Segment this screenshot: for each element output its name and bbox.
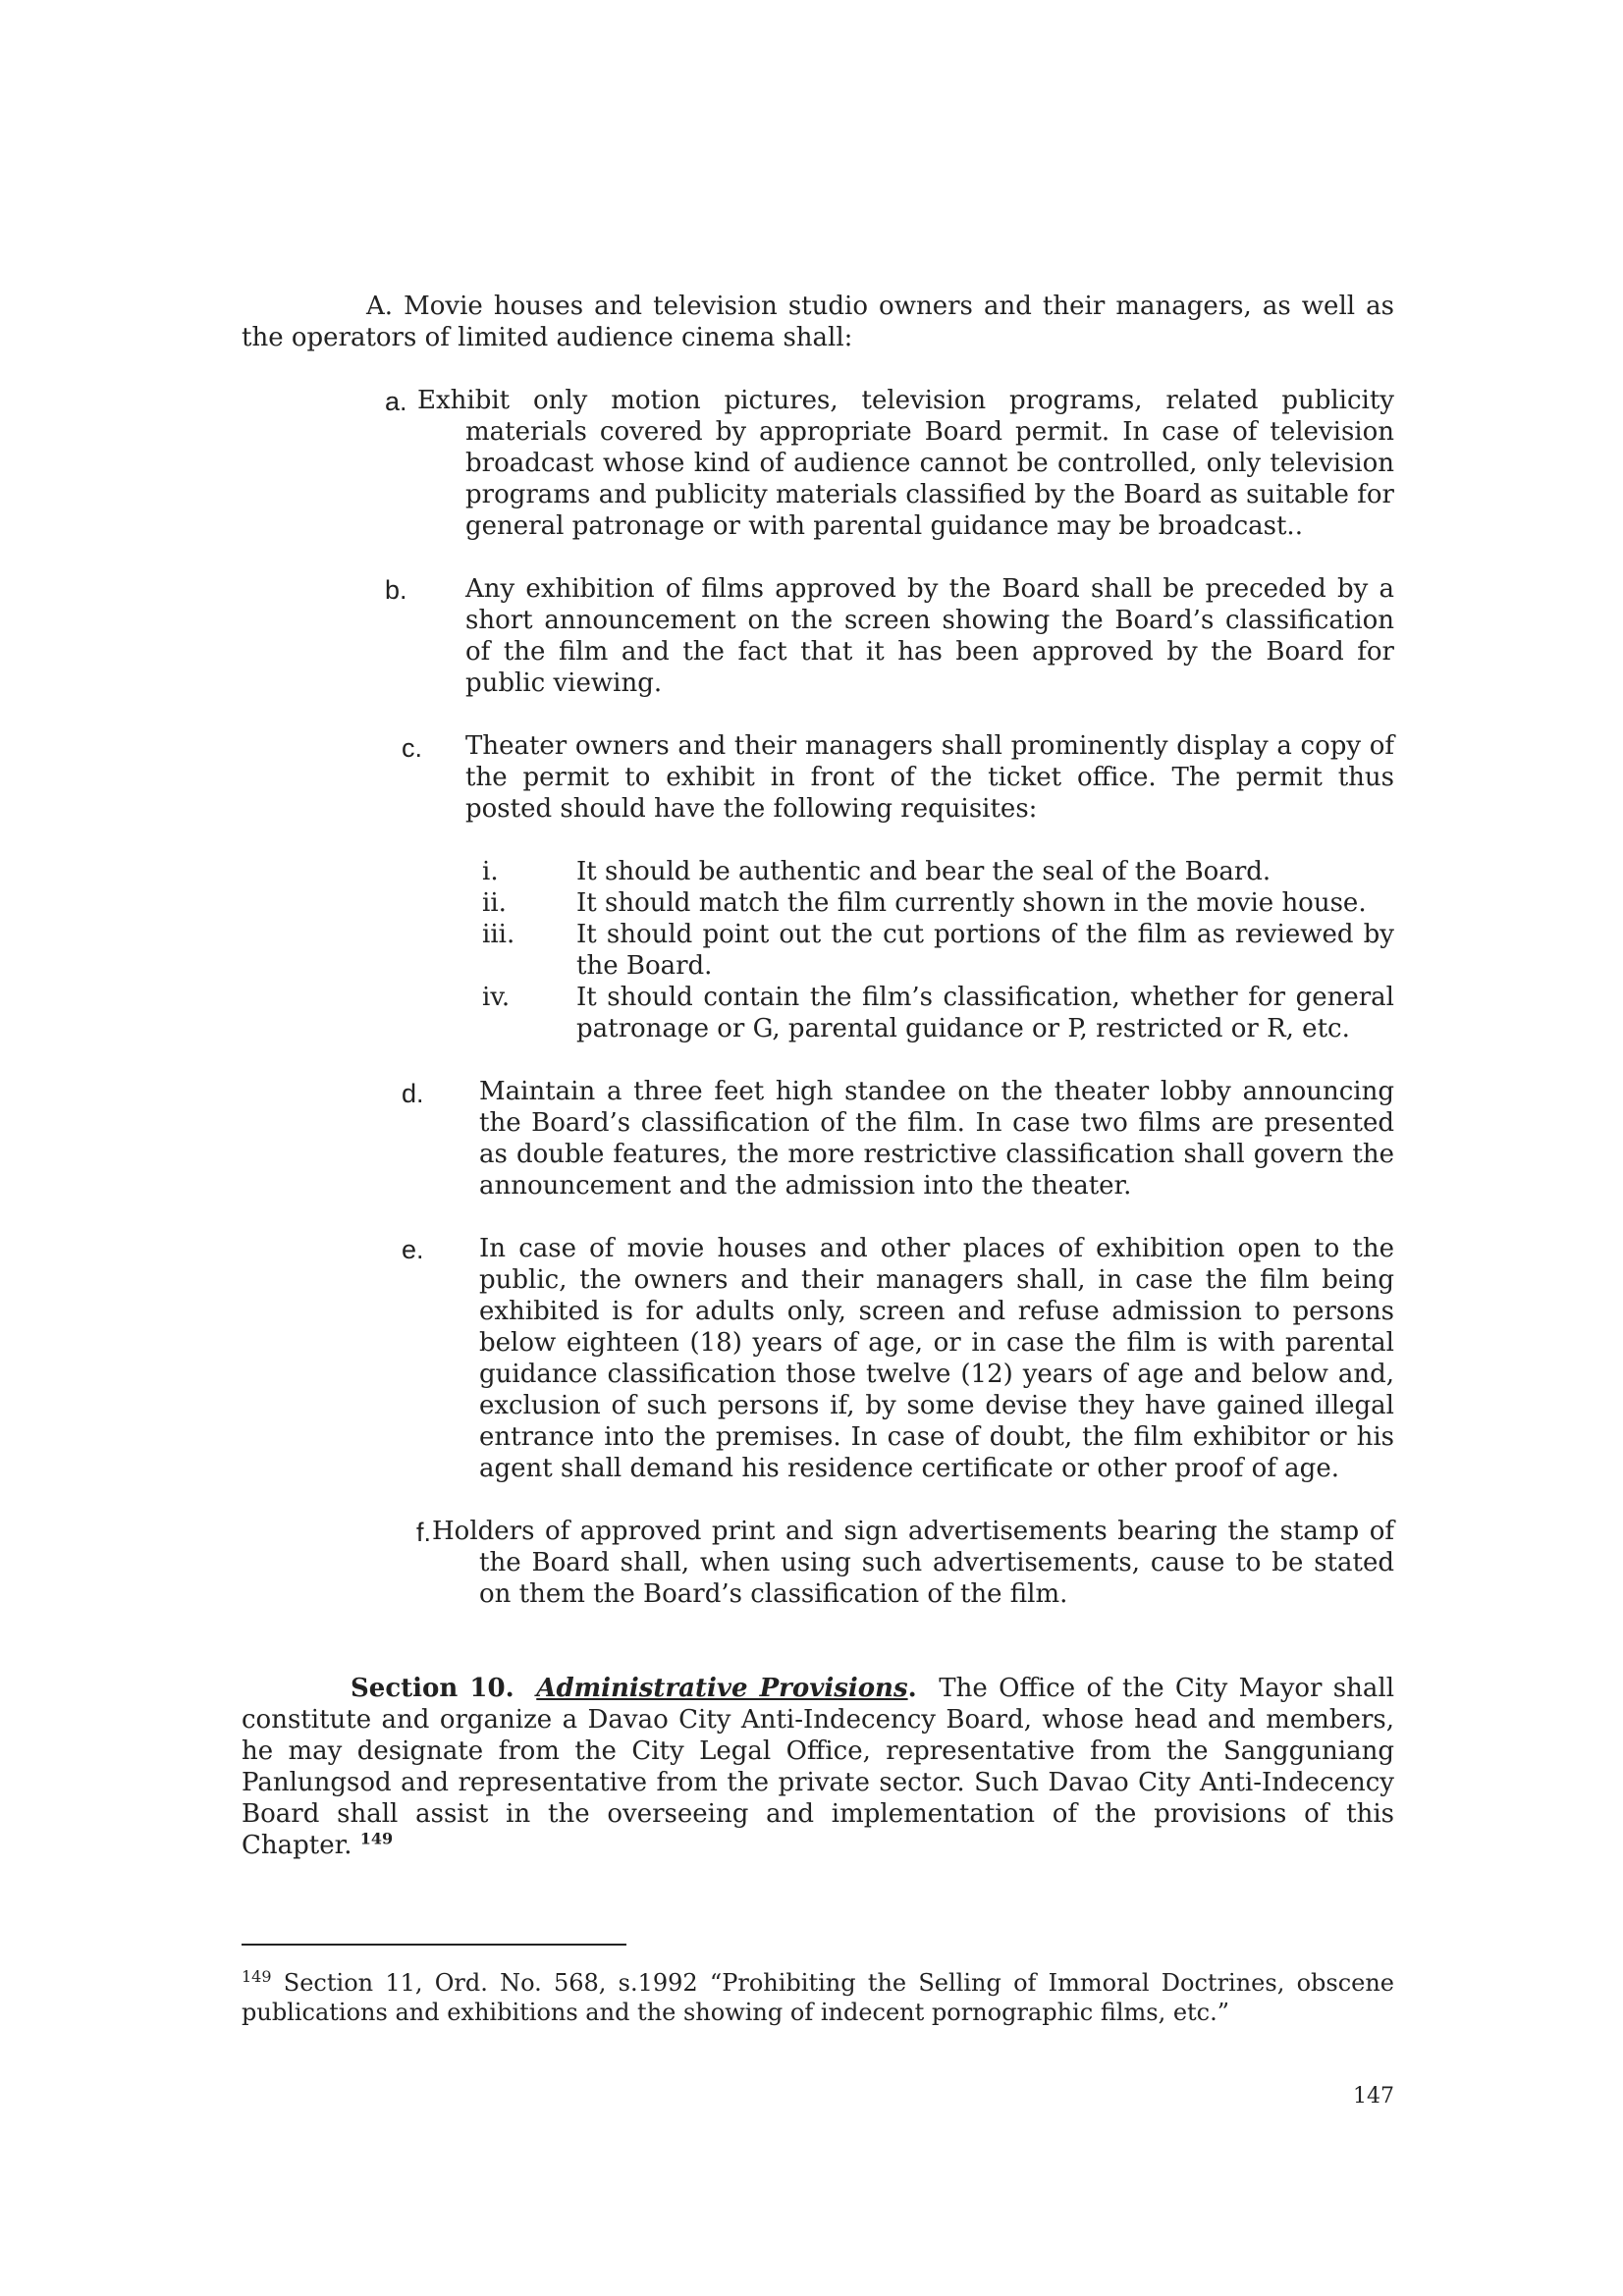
- subitem-iv-text: It should contain the film’s classification, whether for general patronage or G, parental guidance or P, restricted or R, etc.: [576, 983, 1394, 1043]
- subitem-i-text: It should be authentic and bear the seal of the Board.: [576, 857, 1271, 886]
- subitem-iii-text: It should point out the cut portions of the film as reviewed by the Board.: [576, 920, 1394, 981]
- subitem-ii-text: It should match the film currently shown in the movie house.: [576, 888, 1367, 918]
- section-10-label: Section 10.: [351, 1674, 514, 1703]
- item-c-marker: c.: [402, 733, 423, 763]
- item-f-first-line: Holders of approved print and sign advertisements bearing the stamp of: [432, 1517, 1394, 1546]
- section-10-body: [242, 1704, 1394, 1861]
- page-number: 147: [1353, 2084, 1394, 2109]
- item-f-text: the Board shall, when using such advertisements, cause to be stated on them the Board’s classification of the film.: [479, 1548, 1394, 1609]
- item-a-first-line: Exhibit only motion pictures, television programs, related publicity: [417, 386, 1394, 415]
- section-a-line2: the operators of limited audience cinema shall:: [242, 323, 853, 352]
- item-f-marker: f.: [416, 1518, 432, 1547]
- footnote-line1-text: Section 11, Ord. No. 568, s.1992 “Prohibiting the Selling of Immoral Doctrines, obscene: [271, 1969, 1394, 1997]
- section-a-line1: A. Movie houses and television studio owners and their managers, as well as: [366, 292, 1394, 321]
- footnote-ref-149: 149: [359, 1829, 394, 1848]
- item-a-text: materials covered by appropriate Board permit. In case of television broadcast whose kind of audience cannot be controlled, only television programs and publicity materials classified by the Board as suitable for general patronage or with parental guidance may be broadcast..: [465, 417, 1394, 541]
- item-b-text: Any exhibition of films approved by the Board shall be preceded by a short announcement on the screen showing the Board’s classification of the film and the fact that it has been approved by the Board for public viewing.: [465, 574, 1394, 698]
- item-e-marker: e.: [402, 1235, 424, 1264]
- section-10-first-line-text: The Office of the City Mayor shall: [939, 1674, 1395, 1703]
- item-e-text: In case of movie houses and other places of exhibition open to the public, the owners and their managers shall, in case the film being exhibited is for adults only, screen and refuse admission to persons below eighteen (18) years of age, or in case the film is with parental guidance classification those twelve (12) years of age and below and, exclusion of such persons if, by some devise they have gained illegal entrance into the premises. In case of doubt, the film exhibitor or his agent shall demand his residence certificate or other proof of age.: [479, 1234, 1394, 1483]
- subitem-i-marker: i.: [482, 857, 499, 886]
- footnote-separator: [242, 1944, 626, 1946]
- subitem-iv-marker: iv.: [482, 983, 511, 1012]
- section-10-body-text: constitute and organize a Davao City Anti-Indecency Board, whose head and members, he may designate from the City Legal Office, representative from the Sangguniang Panlungsod and representative from the private sector. Such Davao City Anti-Indecency Board shall assist in the overseeing and implementation of the provisions of this Chapter.: [242, 1705, 1394, 1860]
- item-c-text: Theater owners and their managers shall prominently display a copy of the permit to exhibit in front of the ticket office. The permit thus posted should have the following requisites:: [465, 731, 1394, 824]
- item-a-marker: a.: [385, 387, 407, 416]
- subitem-ii-marker: ii.: [482, 888, 507, 918]
- item-b-marker: b.: [385, 575, 407, 605]
- section-10-heading: Administrative Provisions: [536, 1674, 908, 1703]
- footnote-line2: publications and exhibitions and the showing of indecent pornographic films, etc.”: [242, 1999, 1230, 2026]
- footnote-line1: [242, 1968, 1394, 1998]
- item-d-marker: d.: [402, 1079, 424, 1108]
- footnote-number: 149: [242, 1967, 272, 1986]
- subitem-iii-marker: iii.: [482, 920, 515, 949]
- section-10-first-line: [351, 1673, 1394, 1704]
- item-d-text: Maintain a three feet high standee on the theater lobby announcing the Board’s classification of the film. In case two films are presented as double features, the more restrictive classification shall govern the announcement and the admission into the theater.: [479, 1077, 1394, 1201]
- section-10-period: .: [907, 1674, 917, 1703]
